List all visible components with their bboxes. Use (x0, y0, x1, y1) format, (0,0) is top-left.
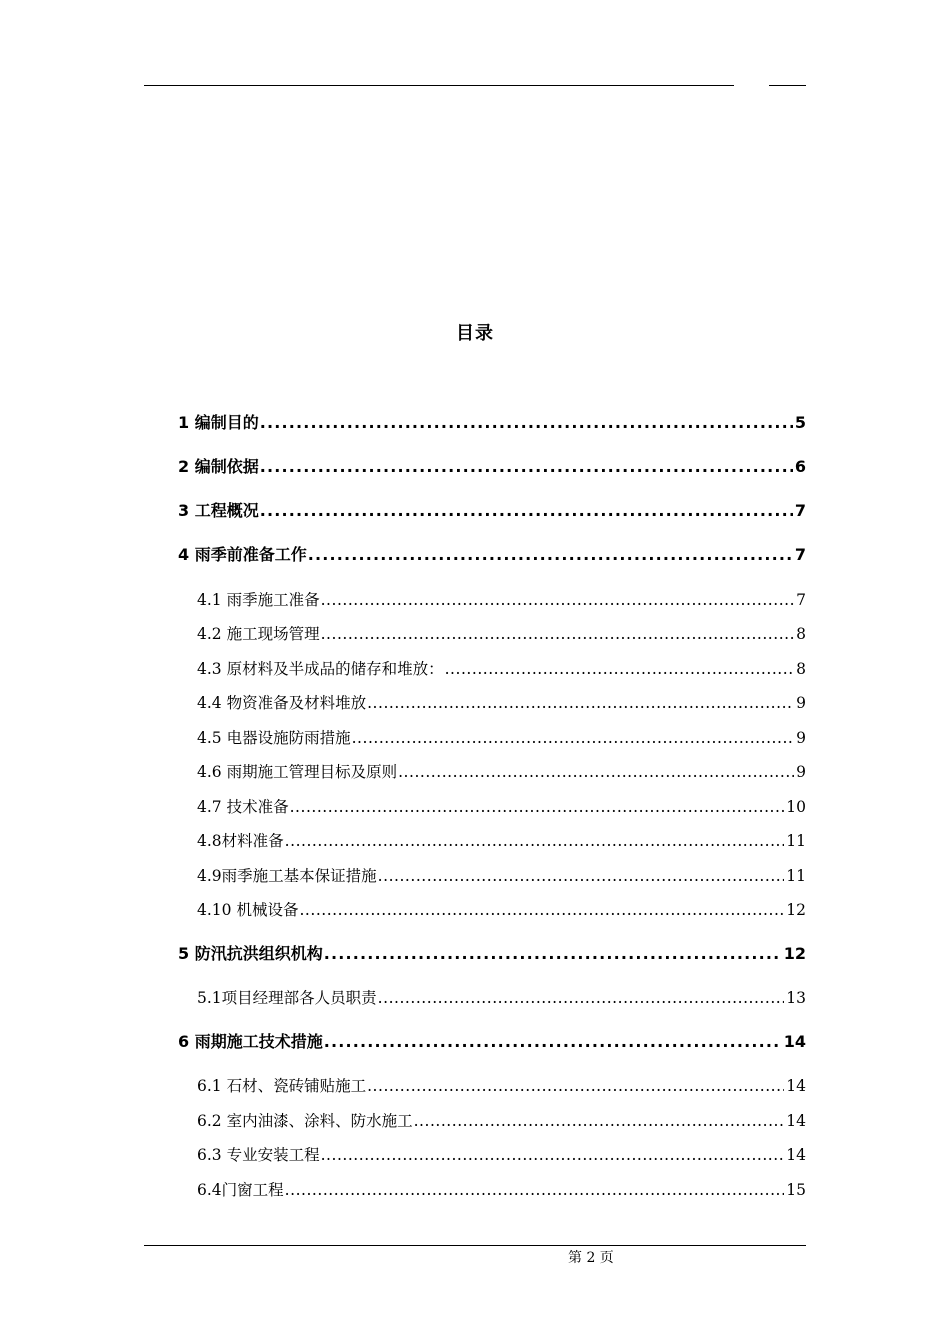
toc-entry-4-8[interactable] (197, 829, 806, 853)
toc-entry-label: 4.10 机械设备 (197, 901, 299, 919)
toc-entry-label: 6.3 专业安装工程 (197, 1146, 320, 1164)
toc-entry-4-2[interactable] (197, 622, 806, 646)
toc-entry-label: 5.1项目经理部各人员职责 (197, 989, 377, 1007)
toc-entry-label: 4.6 雨期施工管理目标及原则 (197, 763, 398, 781)
toc-entry-label: 4.5 电器设施防雨措施 (197, 729, 351, 747)
toc-entry-page: 9 (796, 763, 806, 781)
toc-entry-page: 9 (796, 694, 806, 712)
toc-entry-page: 11 (786, 832, 806, 850)
toc-leader-dots (307, 543, 793, 567)
toc-entry-page: 14 (786, 1077, 806, 1095)
toc-leader-dots (259, 455, 793, 479)
toc-entry-1[interactable] (178, 411, 806, 435)
toc-leader-dots (289, 795, 785, 819)
toc-leader-dots (397, 760, 794, 784)
toc-entry-6-1[interactable] (197, 1074, 806, 1098)
toc-entry-4-7[interactable] (197, 795, 806, 819)
toc-entry-label: 4.3 原材料及半成品的储存和堆放： (197, 660, 444, 678)
toc-leader-dots (323, 942, 782, 966)
toc-entry-label: 5 防汛抗洪组织机构 (178, 944, 323, 963)
toc-entry-label: 6.2 室内油漆、涂料、防水施工 (197, 1112, 413, 1130)
toc-entry-page: 11 (786, 867, 806, 885)
toc-entry-page: 12 (786, 901, 806, 919)
toc-entry-page: 15 (786, 1181, 806, 1199)
toc-entry-label: 6.1 石材、瓷砖铺贴施工 (197, 1077, 367, 1095)
toc-entry-label: 6 雨期施工技术措施 (178, 1032, 323, 1051)
toc-entry-label: 4.9雨季施工基本保证措施 (197, 867, 377, 885)
toc-entry-3[interactable] (178, 499, 806, 523)
toc-entry-label: 6.4门窗工程 (197, 1181, 284, 1199)
toc-entry-label: 2 编制依据 (178, 457, 259, 476)
toc-entry-label: 3 工程概况 (178, 501, 259, 520)
toc-entry-4-9[interactable] (197, 864, 806, 888)
footer-page-number: 第 2 页 (568, 1250, 614, 1266)
toc-entry-page: 6 (794, 457, 806, 476)
toc-entry-4-4[interactable] (197, 691, 806, 715)
toc-entry-4-1[interactable] (197, 588, 806, 612)
toc-leader-dots (259, 411, 793, 435)
toc-entry-page: 5 (794, 413, 806, 432)
toc-leader-dots (366, 691, 794, 715)
toc-entry-page: 9 (796, 729, 806, 747)
toc-leader-dots (284, 1178, 785, 1202)
toc-entry-label: 4.1 雨季施工准备 (197, 591, 320, 609)
toc-leader-dots (377, 986, 785, 1010)
toc-entry-page: 7 (794, 501, 806, 520)
toc-leader-dots (377, 864, 785, 888)
toc-leader-dots (284, 829, 785, 853)
toc-entry-6[interactable] (178, 1030, 806, 1054)
toc-entry-page: 7 (796, 591, 806, 609)
toc-entry-6-3[interactable] (197, 1143, 806, 1167)
toc-entry-4-10[interactable] (197, 898, 806, 922)
toc-entry-4-6[interactable] (197, 760, 806, 784)
toc-entry-5[interactable] (178, 942, 806, 966)
toc-entry-page: 8 (796, 660, 806, 678)
toc-leader-dots (351, 726, 795, 750)
toc-leader-dots (320, 622, 795, 646)
header-rule-long (144, 85, 734, 86)
toc-entry-page: 7 (794, 545, 806, 564)
toc-entry-6-2[interactable] (197, 1109, 806, 1133)
toc-leader-dots (320, 588, 795, 612)
toc-leader-dots (298, 898, 784, 922)
toc-entry-page: 12 (783, 944, 806, 963)
toc-entry-page: 14 (783, 1032, 806, 1051)
toc-title: 目录 (456, 323, 494, 344)
toc-leader-dots (413, 1109, 785, 1133)
toc-entry-label: 4 雨季前准备工作 (178, 545, 307, 564)
toc-entry-label: 4.2 施工现场管理 (197, 625, 320, 643)
toc-leader-dots (444, 657, 795, 681)
toc-entry-2[interactable] (178, 455, 806, 479)
toc-entry-label: 1 编制目的 (178, 413, 259, 432)
toc-entry-label: 4.4 物资准备及材料堆放 (197, 694, 367, 712)
toc-leader-dots (323, 1030, 782, 1054)
toc-leader-dots (259, 499, 793, 523)
toc-entry-page: 14 (786, 1146, 806, 1164)
toc-entry-label: 4.7 技术准备 (197, 798, 289, 816)
footer-rule (144, 1245, 806, 1246)
toc-entry-page: 10 (786, 798, 806, 816)
toc-entry-5-1[interactable] (197, 986, 806, 1010)
toc-entry-4-5[interactable] (197, 726, 806, 750)
toc-entry-page: 8 (796, 625, 806, 643)
toc-entry-4[interactable] (178, 543, 806, 567)
toc-entry-6-4[interactable] (197, 1178, 806, 1202)
toc-entry-page: 14 (786, 1112, 806, 1130)
toc-entry-4-3[interactable] (197, 657, 806, 681)
toc-entry-label: 4.8材料准备 (197, 832, 284, 850)
header-rule-short (769, 85, 806, 86)
toc-entry-page: 13 (786, 989, 806, 1007)
toc-leader-dots (366, 1074, 784, 1098)
toc-leader-dots (320, 1143, 785, 1167)
